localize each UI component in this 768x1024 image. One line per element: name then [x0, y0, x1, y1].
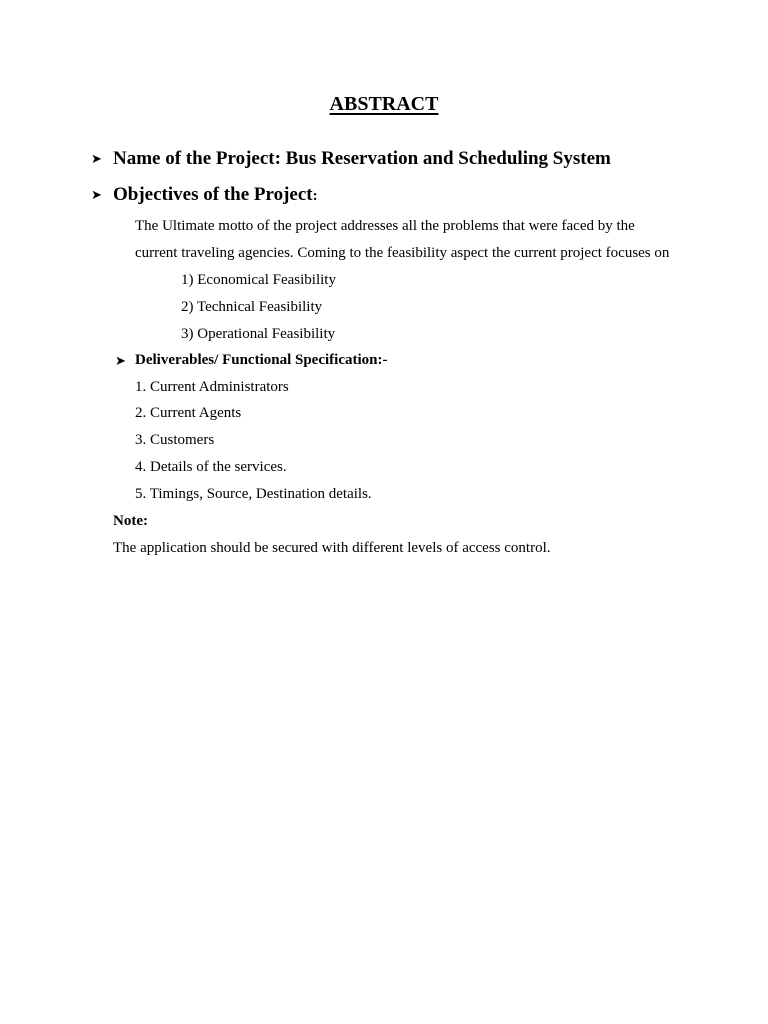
deliverable-item: 2. Current Agents: [135, 405, 242, 421]
page-title: ABSTRACT: [329, 93, 439, 115]
deliverable-item: 3. Customers: [135, 432, 215, 448]
deliverables-heading: Deliverables/ Functional Specification:-: [135, 352, 388, 368]
bullet-arrow-icon: ➤: [91, 188, 102, 203]
note-label: Note:: [113, 513, 148, 529]
deliverable-item: 5. Timings, Source, Destination details.: [135, 486, 372, 502]
deliverable-item: 1. Current Administrators: [135, 379, 289, 395]
bullet-arrow-icon: ➤: [115, 354, 126, 369]
note-text: The application should be secured with different levels of access control.: [113, 540, 551, 556]
bullet-arrow-icon: ➤: [91, 152, 102, 167]
project-name-heading: Name of the Project: Bus Reservation and Scheduling System: [113, 148, 611, 169]
feasibility-item: 2) Technical Feasibility: [181, 299, 323, 315]
deliverable-item: 4. Details of the services.: [135, 459, 287, 475]
objectives-paragraph-line-2: current traveling agencies. Coming to the feasibility aspect the current project focuses on: [135, 245, 670, 261]
objectives-heading-text: Objectives of the Project: [113, 184, 313, 205]
objectives-paragraph-line-1: The Ultimate motto of the project addresses all the problems that were faced by the: [135, 218, 635, 234]
objectives-heading-colon: :: [312, 188, 318, 204]
feasibility-item: 3) Operational Feasibility: [181, 326, 336, 342]
objectives-heading: [113, 185, 318, 204]
feasibility-item: 1) Economical Feasibility: [181, 272, 336, 288]
